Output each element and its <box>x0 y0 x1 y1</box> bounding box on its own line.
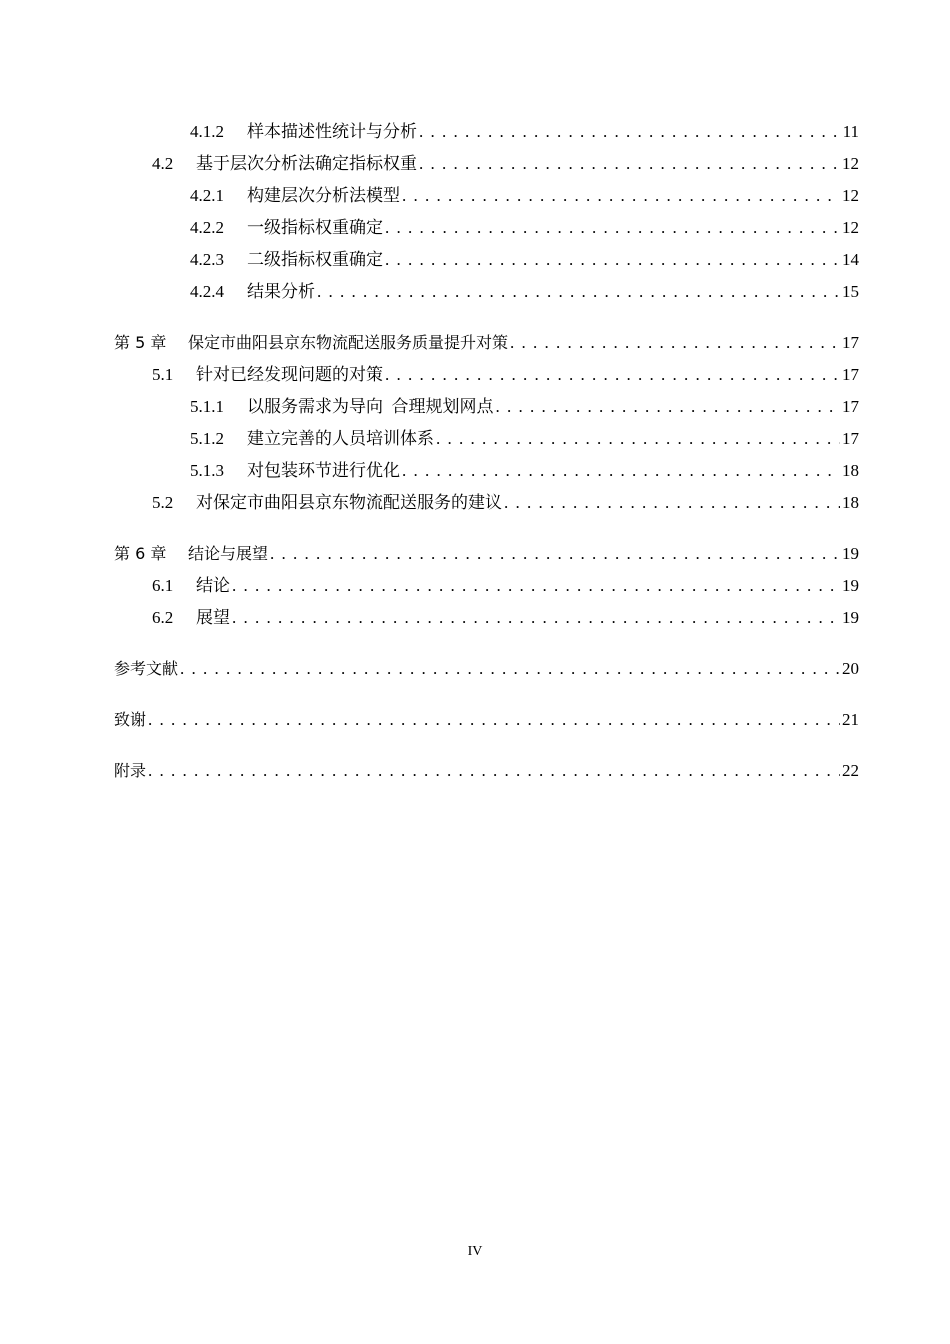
toc-entry-number: 4.2.1 <box>190 186 224 205</box>
toc-dot-leader <box>317 281 840 303</box>
toc-dot-leader <box>436 428 840 450</box>
toc-entry-page: 21 <box>842 710 859 729</box>
toc-dot-leader <box>180 658 840 680</box>
toc-entry-6-1[interactable] <box>152 575 859 597</box>
toc-entry-number: 4.2.3 <box>190 250 224 269</box>
toc-entry-number: 5.1.1 <box>190 397 224 416</box>
toc-entry-number: 5.1 <box>152 365 174 384</box>
toc-entry-title: 构建层次分析法模型 <box>247 186 400 205</box>
toc-entry-title: 致谢 <box>114 710 147 729</box>
toc-entry-title: 保定市曲阳县京东物流配送服务质量提升对策 <box>188 333 509 352</box>
toc-entry-title: 附录 <box>114 761 147 780</box>
toc-dot-leader <box>402 460 840 482</box>
toc-entry-title: 对保定市曲阳县京东物流配送服务的建议 <box>196 493 502 512</box>
toc-dot-leader <box>270 543 840 565</box>
toc-entry-title: 样本描述性统计与分析 <box>247 122 417 141</box>
toc-dot-leader <box>148 760 840 782</box>
page-number-footer: IV <box>467 1244 483 1259</box>
toc-entry-page: 22 <box>842 761 859 780</box>
toc-entry-page: 17 <box>842 429 859 448</box>
toc-dot-leader <box>232 607 840 629</box>
toc-entry-5-2[interactable] <box>152 492 859 514</box>
toc-entry-page: 12 <box>842 186 859 205</box>
toc-entry-4-2-1[interactable] <box>190 185 859 207</box>
toc-entry-title: 结论 <box>196 576 230 595</box>
toc-entry-page: 19 <box>842 576 859 595</box>
toc-entry-5-1-1[interactable] <box>190 396 859 418</box>
toc-entry-page: 12 <box>842 218 859 237</box>
toc-entry-page: 19 <box>842 544 859 563</box>
toc-entry-title: 对包装环节进行优化 <box>247 461 400 480</box>
toc-entry-4-1-2[interactable] <box>190 121 859 143</box>
toc-entry-number: 6.2 <box>152 608 174 627</box>
toc-entry-number: 4.2.4 <box>190 282 224 301</box>
toc-dot-leader <box>148 709 840 731</box>
toc-entry-appendix[interactable] <box>114 760 859 782</box>
toc-dot-leader <box>504 492 840 514</box>
toc-entry-references[interactable] <box>114 658 859 680</box>
toc-entry-page: 20 <box>842 659 859 678</box>
toc-entry-acknowledgements[interactable] <box>114 709 859 731</box>
toc-dot-leader <box>385 217 840 239</box>
toc-dot-leader <box>232 575 840 597</box>
toc-entry-page: 17 <box>842 365 859 384</box>
toc-entry-title: 一级指标权重确定 <box>247 218 383 237</box>
toc-entry-number: 6.1 <box>152 576 174 595</box>
toc-entry-page: 17 <box>842 333 859 352</box>
toc-entry-number: 4.2.2 <box>190 218 224 237</box>
toc-entry-5-1[interactable] <box>152 364 859 386</box>
toc-entry-chapter-5[interactable] <box>114 332 859 354</box>
toc-dot-leader <box>419 153 840 175</box>
toc-entry-title: 以服务需求为导向 合理规划网点 <box>247 397 494 416</box>
toc-entry-title: 针对已经发现问题的对策 <box>196 365 383 384</box>
toc-entry-title: 建立完善的人员培训体系 <box>247 429 434 448</box>
toc-entry-number: 5.2 <box>152 493 174 512</box>
toc-entry-page: 18 <box>842 493 859 512</box>
toc-dot-leader <box>385 249 840 271</box>
toc-dot-leader <box>510 332 840 354</box>
toc-dot-leader <box>496 396 841 418</box>
toc-entry-title: 展望 <box>196 608 230 627</box>
toc-dot-leader <box>419 121 841 143</box>
toc-entry-number: 5.1.3 <box>190 461 224 480</box>
toc-entry-page: 14 <box>842 250 859 269</box>
toc-entry-4-2-4[interactable] <box>190 281 859 303</box>
toc-entry-number: 第 6 章 <box>114 544 167 563</box>
toc-dot-leader <box>385 364 840 386</box>
toc-entry-page: 12 <box>842 154 859 173</box>
toc-entry-5-1-3[interactable] <box>190 460 859 482</box>
toc-entry-title: 结论与展望 <box>188 544 269 563</box>
toc-entry-page: 19 <box>842 608 859 627</box>
toc-entry-title: 二级指标权重确定 <box>247 250 383 269</box>
toc-entry-number: 5.1.2 <box>190 429 224 448</box>
toc-entry-title: 结果分析 <box>247 282 315 301</box>
toc-entry-page: 18 <box>842 461 859 480</box>
toc-entry-4-2[interactable] <box>152 153 859 175</box>
toc-entry-5-1-2[interactable] <box>190 428 859 450</box>
toc-entry-page: 17 <box>842 397 859 416</box>
toc-entry-number: 第 5 章 <box>114 333 167 352</box>
toc-entry-title: 基于层次分析法确定指标权重 <box>196 154 417 173</box>
toc-entry-4-2-2[interactable] <box>190 217 859 239</box>
toc-entry-chapter-6[interactable] <box>114 543 859 565</box>
toc-entry-4-2-3[interactable] <box>190 249 859 271</box>
toc-entry-page: 15 <box>842 282 859 301</box>
toc-dot-leader <box>402 185 840 207</box>
toc-entry-title: 参考文献 <box>114 659 179 678</box>
toc-entry-page: 11 <box>842 122 859 141</box>
toc-entry-6-2[interactable] <box>152 607 859 629</box>
toc-entry-number: 4.1.2 <box>190 122 224 141</box>
toc-entry-number: 4.2 <box>152 154 174 173</box>
